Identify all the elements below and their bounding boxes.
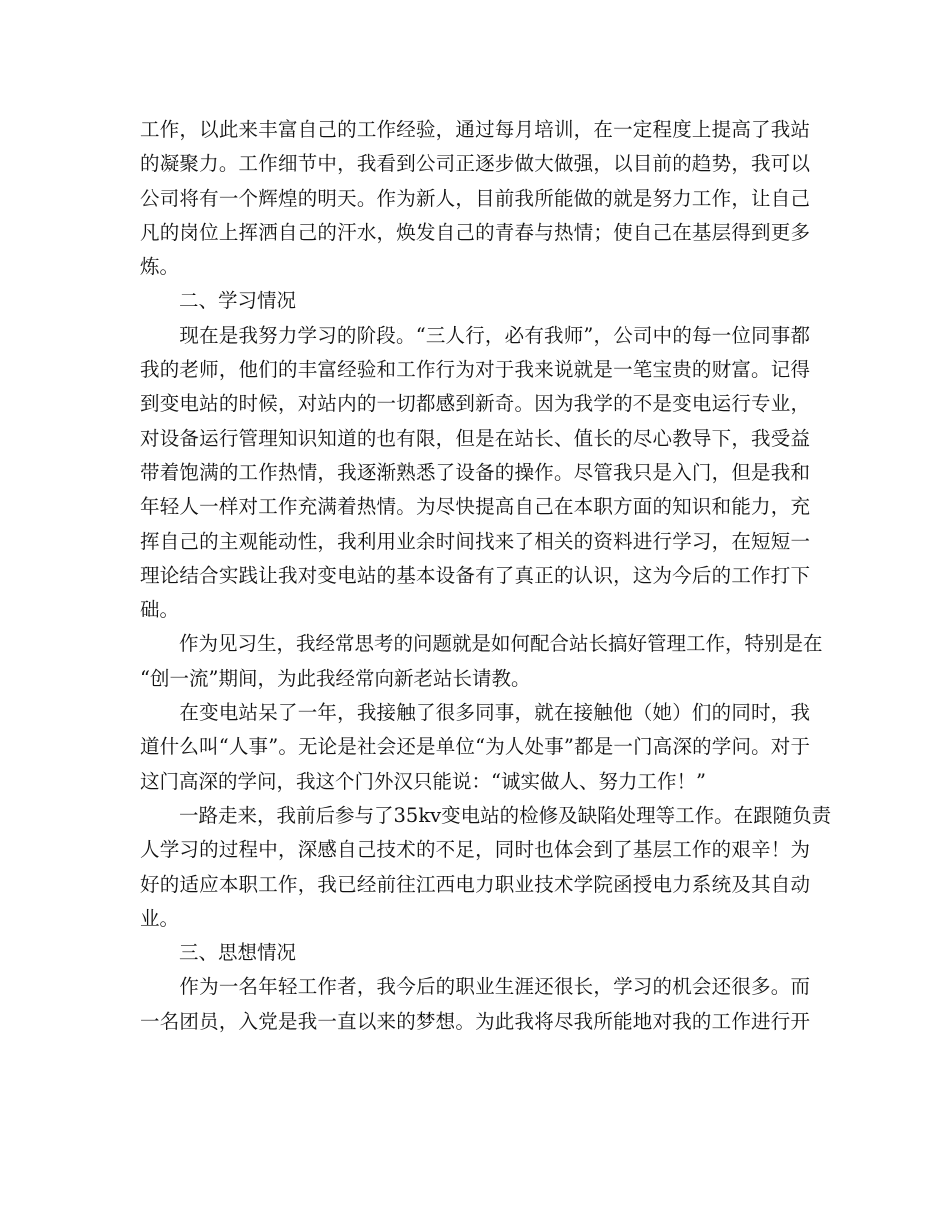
paragraph [140, 627, 823, 696]
paragraph [140, 799, 832, 936]
section-heading [140, 284, 810, 318]
text-line: 的凝聚力。工作细节中，我看到公司正逐步做大做强，以目前的趋势，我可以 [140, 152, 810, 176]
document-body [140, 113, 832, 1039]
paragraph [140, 696, 810, 799]
text-line: 凡的岗位上挥洒自己的汗水，焕发自己的青春与热情；使自己在基层得到更多 [140, 220, 810, 244]
text-line: “创一流”期间，为此我经常向新老站长请教。 [140, 666, 531, 690]
text-line: 工作，以此来丰富自己的工作经验，通过每月培训，在一定程度上提高了我站 [140, 118, 810, 141]
text-line: 作为见习生，我经常思考的问题就是如何配合站长搞好管理工作，特别是在 [140, 632, 823, 656]
paragraph [140, 319, 810, 628]
text-line: 现在是我努力学习的阶段。“三人行，必有我师”，公司中的每一位同事都 [179, 323, 810, 347]
text-line: 础。 [140, 598, 180, 622]
text-line: 一路走来，我前后参与了35kv变电站的检修及缺陷处理等工作。在跟随负责 [140, 803, 832, 827]
section-heading-text: 三、思想情况 [140, 941, 297, 965]
text-line: 挥自己的主观能动性，我利用业余时间找来了相关的资料进行学习，在短短一 [140, 529, 810, 553]
text-line: 业。 [140, 906, 180, 930]
text-line: 道什么叫“人事”。无论是社会还是单位“为人处事”都是一门高深的学问。对于 [140, 735, 810, 759]
text-line: 理论结合实践让我对变电站的基本设备有了真正的认识，这为今后的工作打下 [140, 563, 810, 587]
section-heading-text: 二、学习情况 [140, 289, 297, 313]
text-line: 一名团员，入党是我一直以来的梦想。为此我将尽我所能地对我的工作进行开 [140, 1009, 810, 1033]
text-line: 我的老师，他们的丰富经验和工作行为对于我来说就是一笔宝贵的财富。记得 [140, 358, 810, 382]
section-heading [140, 936, 810, 970]
text-line: 人学习的过程中，深感自己技术的不足，同时也体会到了基层工作的艰辛！为 [140, 838, 810, 862]
text-line: 带着饱满的工作热情，我逐渐熟悉了设备的操作。尽管我只是入门，但是我和 [140, 460, 810, 484]
paragraph [140, 970, 810, 1039]
text-line: 这门高深的学问，我这个门外汉只能说：“诚实做人、努力工作！” [140, 769, 706, 793]
text-line: 对设备运行管理知识知道的也有限，但是在站长、值长的尽心教导下，我受益 [140, 426, 810, 450]
text-line: 公司将有一个辉煌的明天。作为新人，目前我所能做的就是努力工作，让自己 [140, 186, 810, 210]
text-line: 到变电站的时候，对站内的一切都感到新奇。因为我学的不是变电运行专业， [140, 392, 810, 416]
text-line: 在变电站呆了一年，我接触了很多同事，就在接触他（她）们的同时，我 [179, 701, 810, 725]
text-line: 作为一名年轻工作者，我今后的职业生涯还很长，学习的机会还很多。而 [179, 975, 810, 999]
text-line: 炼。 [140, 255, 180, 279]
text-line: 好的适应本职工作，我已经前往江西电力职业技术学院函授电力系统及其自动 [140, 872, 810, 896]
paragraph [140, 113, 810, 284]
text-line: 年轻人一样对工作充满着热情。为尽快提高自己在本职方面的知识和能力，充 [140, 495, 810, 519]
